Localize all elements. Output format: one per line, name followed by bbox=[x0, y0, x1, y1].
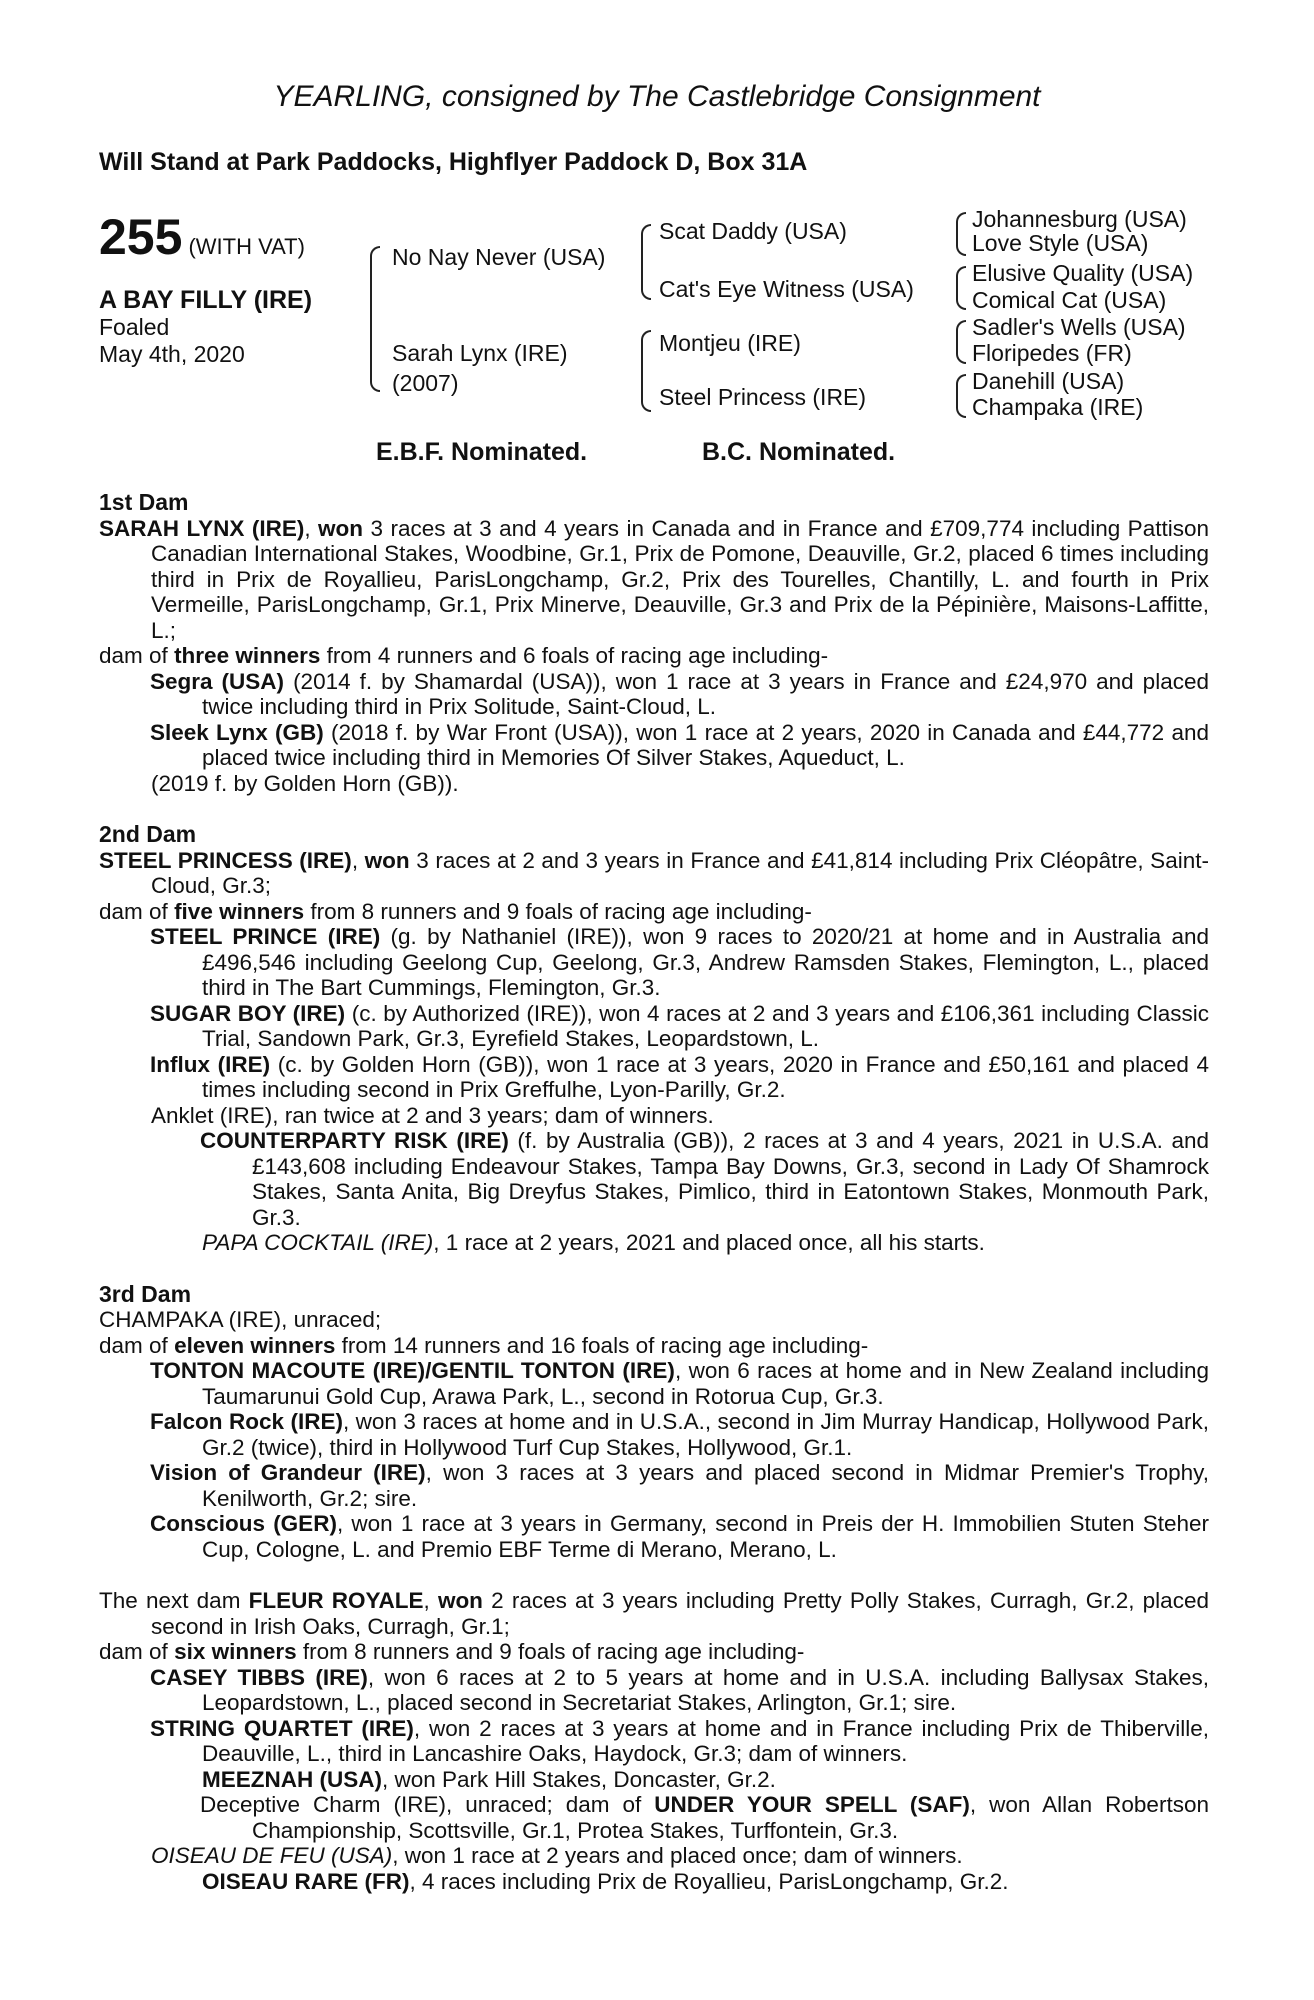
pedigree-sds: Elusive Quality (USA) bbox=[972, 260, 1194, 286]
first-dam-produce-summary: dam of three winners from 4 runners and 6 foals of racing age including- bbox=[99, 643, 829, 668]
produce-entry: Conscious (GER), won 1 race at 3 years in Germany, second in Preis der H. Immobilien Stuten Steher Cup, Cologne, L. and Premio EBF Terme di Merano, Merano, L. bbox=[150, 1511, 1209, 1562]
foaled-label: Foaled bbox=[99, 314, 170, 340]
next-dam-produce-summary: dam of six winners from 8 runners and 9 foals of racing age including- bbox=[99, 1639, 805, 1664]
foaled-info bbox=[99, 314, 245, 368]
horse-description: A BAY FILLY (IRE) bbox=[99, 286, 313, 314]
pedigree-dds: Danehill (USA) bbox=[972, 368, 1125, 394]
pedigree-dam-dam: Steel Princess (IRE) bbox=[659, 384, 867, 410]
produce-record bbox=[99, 490, 1209, 1894]
third-dam-heading: 3rd Dam bbox=[99, 1280, 192, 1307]
bc-nomination: B.C. Nominated. bbox=[702, 438, 896, 466]
pedigree-dss: Sadler's Wells (USA) bbox=[972, 314, 1186, 340]
pedigree-brace-sire bbox=[641, 224, 651, 300]
first-dam-heading: 1st Dam bbox=[99, 489, 189, 515]
pedigree-brace-g4 bbox=[956, 374, 966, 418]
produce-entry: STEEL PRINCE (IRE) (g. by Nathaniel (IRE)), won 9 races to 2020/21 at home and in Australia and £496,546 including Geelong Cup, Geelong, Gr.3, Andrew Ramsden Stakes, Flemington, L., placed third in The Bart Cummings, Flemington, Gr.3. bbox=[150, 924, 1209, 1000]
lot-number-block bbox=[99, 208, 305, 266]
pedigree-dam-sire: Montjeu (IRE) bbox=[659, 330, 801, 356]
second-dam-heading: 2nd Dam bbox=[99, 821, 197, 847]
produce-entry: CASEY TIBBS (IRE), won 6 races at 2 to 5 years at home and in U.S.A. including Ballysax Stakes, Leopardstown, L., placed second in Secretariat Stakes, Arlington, Gr.1; sire. bbox=[150, 1664, 1210, 1715]
pedigree-ssd: Love Style (USA) bbox=[972, 230, 1149, 256]
produce-entry: Segra (USA) (2014 f. by Shamardal (USA)), won 1 race at 3 years in France and £24,970 and placed twice including third in Prix Solitude, Saint-Cloud, L. bbox=[150, 668, 1209, 719]
foaled-date: May 4th, 2020 bbox=[99, 341, 245, 367]
ebf-nomination: E.B.F. Nominated. bbox=[376, 438, 588, 466]
produce-entry: (2019 f. by Golden Horn (GB)). bbox=[151, 770, 459, 796]
grandproduce-entry: COUNTERPARTY RISK (IRE) (f. by Australia (GB)), 2 races at 3 and 4 years, 2021 in U.S.A. and £143,608 including Endeavour Stakes, Tampa Bay Downs, Gr.3, second in Lady Of Shamrock Stakes, Santa Anita, Big Dreyfus Stakes, Pimlico, third in Eatontown Stakes, Monmouth Park, Gr.3. bbox=[200, 1128, 1209, 1230]
pedigree-brace-g3 bbox=[956, 320, 966, 364]
produce-entry: SUGAR BOY (IRE) (c. by Authorized (IRE)), won 4 races at 2 and 3 years and £106,361 including Classic Trial, Sandown Park, Gr.3, Eyrefield Stakes, Leopardstown, L. bbox=[150, 1000, 1209, 1051]
produce-entry: Influx (IRE) (c. by Golden Horn (GB)), won 1 race at 3 years, 2020 in France and £50,161 and placed 4 times including second in Prix Greffulhe, Lyon-Parilly, Gr.2. bbox=[150, 1051, 1209, 1102]
third-dam-record: CHAMPAKA (IRE), unraced; bbox=[99, 1307, 382, 1332]
produce-entry: TONTON MACOUTE (IRE)/GENTIL TONTON (IRE), won 6 races at home and in New Zealand including Taumarunui Gold Cup, Arawa Park, L., second in Rotorua Cup, Gr.3. bbox=[150, 1358, 1209, 1409]
produce-entry: Vision of Grandeur (IRE), won 3 races at 3 years and placed second in Midmar Premier's Trophy, Kenilworth, Gr.2; sire. bbox=[150, 1460, 1210, 1511]
pedigree-brace-g1 bbox=[956, 212, 966, 256]
grandproduce-entry: Deceptive Charm (IRE), unraced; dam of UNDER YOUR SPELL (SAF), won Allan Robertson Championship, Scottsville, Gr.1, Protea Stakes, Turffontein, Gr.3. bbox=[200, 1792, 1209, 1843]
second-dam-record: STEEL PRINCESS (IRE), won 3 races at 2 and 3 years in France and £41,814 including Prix Cléopâtre, Saint-Cloud, Gr.3; bbox=[99, 847, 1209, 898]
pedigree-dam-year: (2007) bbox=[392, 370, 459, 396]
pedigree-sss: Johannesburg (USA) bbox=[972, 206, 1187, 232]
pedigree-sire: No Nay Never (USA) bbox=[392, 244, 606, 270]
pedigree-brace-g2 bbox=[956, 266, 966, 310]
grandproduce-entry: OISEAU RARE (FR), 4 races including Prix de Royallieu, ParisLongchamp, Gr.2. bbox=[202, 1868, 1009, 1894]
produce-entry: STRING QUARTET (IRE), won 2 races at 3 years at home and in France including Prix de Thiberville, Deauville, L., third in Lancashire Oaks, Haydock, Gr.3; dam of winners. bbox=[150, 1715, 1209, 1766]
pedigree-dsd: Floripedes (FR) bbox=[972, 340, 1132, 366]
pedigree-sire-dam: Cat's Eye Witness (USA) bbox=[659, 276, 914, 302]
pedigree-sdd: Comical Cat (USA) bbox=[972, 287, 1167, 313]
produce-entry: Sleek Lynx (GB) (2018 f. by War Front (USA)), won 1 race at 2 years, 2020 in Canada and £44,772 and placed twice including third in Memories Of Silver Stakes, Aqueduct, L. bbox=[150, 719, 1209, 770]
first-dam-record: SARAH LYNX (IRE), won 3 races at 3 and 4 years in Canada and in France and £709,774 including Pattison Canadian International Stakes, Woodbine, Gr.1, Prix de Pomone, Deauville, Gr.2, placed 6 times including third in Prix de Royallieu, ParisLongchamp, Gr.2, Prix des Tourelles, Chantilly, L. and fourth in Prix Vermeille, ParisLongchamp, Gr.1, Prix Minerve, Deauville, Gr.3 and Prix de la Pépinière, Maisons-Laffitte, L.; bbox=[99, 515, 1209, 643]
page-title: YEARLING, consigned by The Castlebridge Consignment bbox=[273, 80, 1041, 113]
produce-entry: Falcon Rock (IRE), won 3 races at home and in U.S.A., second in Jim Murray Handicap, Hollywood Park, Gr.2 (twice), third in Hollywood Turf Cup Stakes, Hollywood, Gr.1. bbox=[150, 1409, 1209, 1460]
pedigree-ddd: Champaka (IRE) bbox=[972, 394, 1144, 420]
produce-entry: Anklet (IRE), ran twice at 2 and 3 years; dam of winners. bbox=[151, 1102, 714, 1128]
stand-location: Will Stand at Park Paddocks, Highflyer Paddock D, Box 31A bbox=[99, 148, 808, 176]
produce-entry: OISEAU DE FEU (USA), won 1 race at 2 years and placed once; dam of winners. bbox=[151, 1843, 963, 1868]
next-dam-record: The next dam FLEUR ROYALE, won 2 races at 3 years including Pretty Polly Stakes, Curragh, Gr.2, placed second in Irish Oaks, Curragh, Gr.1; bbox=[99, 1588, 1209, 1639]
pedigree-brace-main bbox=[370, 246, 380, 392]
grandproduce-entry: PAPA COCKTAIL (IRE), 1 race at 2 years, 2021 and placed once, all his starts. bbox=[202, 1230, 985, 1255]
second-dam-produce-summary: dam of five winners from 8 runners and 9 foals of racing age including- bbox=[99, 898, 812, 924]
lot-number: 255 bbox=[99, 209, 183, 265]
pedigree-sire-sire: Scat Daddy (USA) bbox=[659, 218, 847, 244]
grandproduce-entry: MEEZNAH (USA), won Park Hill Stakes, Doncaster, Gr.2. bbox=[202, 1766, 776, 1792]
pedigree-brace-dam bbox=[641, 330, 651, 412]
vat-note: (WITH VAT) bbox=[188, 234, 305, 259]
pedigree-dam: Sarah Lynx (IRE) bbox=[392, 340, 568, 366]
third-dam-produce-summary: dam of eleven winners from 14 runners and 16 foals of racing age including- bbox=[99, 1332, 869, 1358]
